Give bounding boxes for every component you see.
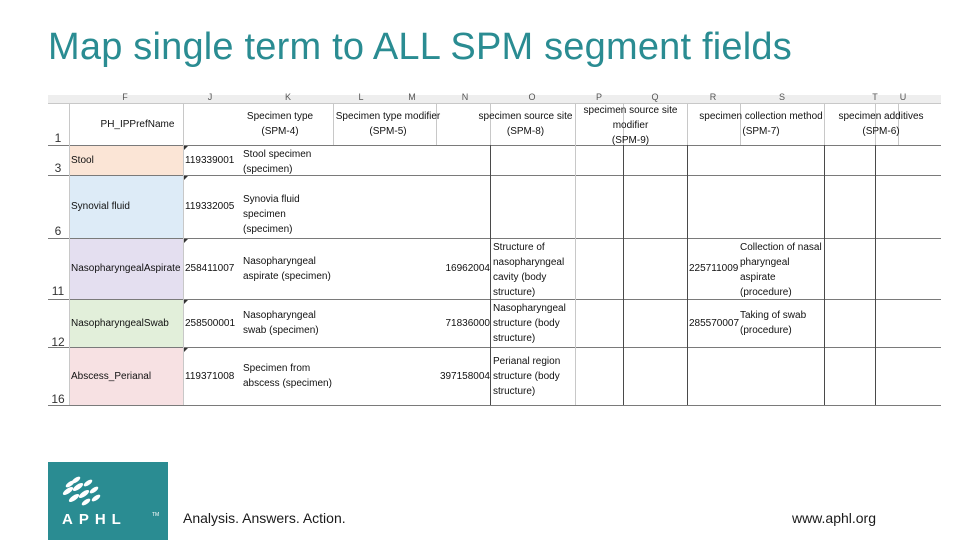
row-number: 3 [54,161,62,175]
source-site-code-cell: 71836000 [445,317,490,329]
logo-trademark: TM [152,512,160,518]
slide-title: Map single term to ALL SPM segment fields [48,26,792,68]
grid-line [48,405,941,406]
collection-method-code-cell: 225711009 [689,263,739,274]
pref-name-cell: Stool [71,154,94,166]
collection-method-code-cell: 285570007 [689,317,740,329]
source-site-code-cell: 16962004 [445,263,490,274]
dna-helix-icon [48,462,168,540]
specimen-type-code-cell: 119332005 [185,201,235,212]
header-pref-name: PH_IPPrefName [100,119,175,130]
grid-line [48,347,941,348]
cell-comment-marker [184,146,188,150]
row-number: 1 [54,131,62,145]
specimen-type-desc-cell: Stool specimen (specimen) [243,149,312,175]
specimen-type-desc-cell: Specimen from abscess (specimen) [243,363,332,389]
tagline: Analysis. Answers. Action. [183,510,346,526]
grid-line [69,103,70,405]
pref-name-cell: Abscess_Perianal [71,370,152,382]
pref-name-cell: Synovial fluid [71,201,130,212]
grid-line [48,238,941,239]
row-number: 11 [51,284,65,298]
row-number: 16 [51,392,65,406]
source-site-code-cell: 397158004 [439,370,490,382]
column-letter: R [709,92,717,102]
pref-name-cell: NasopharyngealAspirate [71,263,181,274]
column-letter: U [899,92,907,102]
specimen-type-desc-cell: Nasopharyngeal swab (specimen) [243,310,319,336]
column-header-bar [48,95,941,104]
pref-name-cell: NasopharyngealSwab [71,317,169,329]
collection-method-desc-cell: Taking of swab (procedure) [740,310,807,336]
grid-line [490,145,491,405]
header-specimen-type-modifier: Specimen type modifier (SPM-5) [335,111,441,137]
header-specimen-source-site: specimen source site (SPM-8) [478,111,573,137]
specimen-type-code-cell: 258500001 [185,317,236,329]
column-letter: S [778,92,786,102]
grid-line [575,145,576,405]
header-collection-method: specimen collection method (SPM-7) [699,111,823,137]
aphl-logo [48,462,168,540]
logo-text: APHL [62,511,127,528]
specimen-type-desc-cell: Nasopharyngeal aspirate (specimen) [243,255,331,282]
column-letter: F [122,92,128,102]
column-letter: M [408,92,416,102]
cell-comment-marker [184,348,188,352]
website-url: www.aphl.org [791,510,876,526]
column-letter: T [872,92,878,102]
header-specimen-type: Specimen type (SPM-4) [246,111,314,137]
column-letter: N [461,92,469,102]
cell-comment-marker [184,300,188,304]
row-number: 12 [51,335,65,349]
grid-line [687,145,688,405]
collection-method-desc-cell: Collection of nasal pharyngeal aspirate (procedure) [740,242,822,298]
column-letter: O [528,92,536,102]
grid-line [875,145,876,405]
row-number: 6 [54,224,62,238]
grid-line [48,145,941,146]
grid-line [623,145,624,405]
source-site-desc-cell: Perianal region structure (body structure) [493,355,561,397]
column-letter: Q [651,92,659,102]
source-site-desc-cell: Nasopharyngeal structure (body structure) [493,303,566,344]
cell-comment-marker [184,176,188,180]
column-letter: P [595,92,603,102]
column-letter: K [284,92,292,102]
source-site-desc-cell: Structure of nasopharyngeal cavity (body structure) [493,242,565,298]
column-letter: L [358,92,364,102]
header-additives: specimen additives (SPM-6) [838,111,924,137]
column-letter: J [207,92,213,102]
grid-line [48,175,941,176]
specimen-type-code-cell: 119371008 [185,370,235,382]
spreadsheet-screenshot [48,92,941,406]
specimen-type-code-cell: 119339001 [185,154,235,166]
specimen-type-desc-cell: Synovia fluid specimen (specimen) [243,193,300,235]
header-source-site-modifier: specimen source site modifier (SPM-9) [583,105,678,146]
specimen-type-code-cell: 258411007 [185,263,235,274]
cell-comment-marker [184,239,188,243]
